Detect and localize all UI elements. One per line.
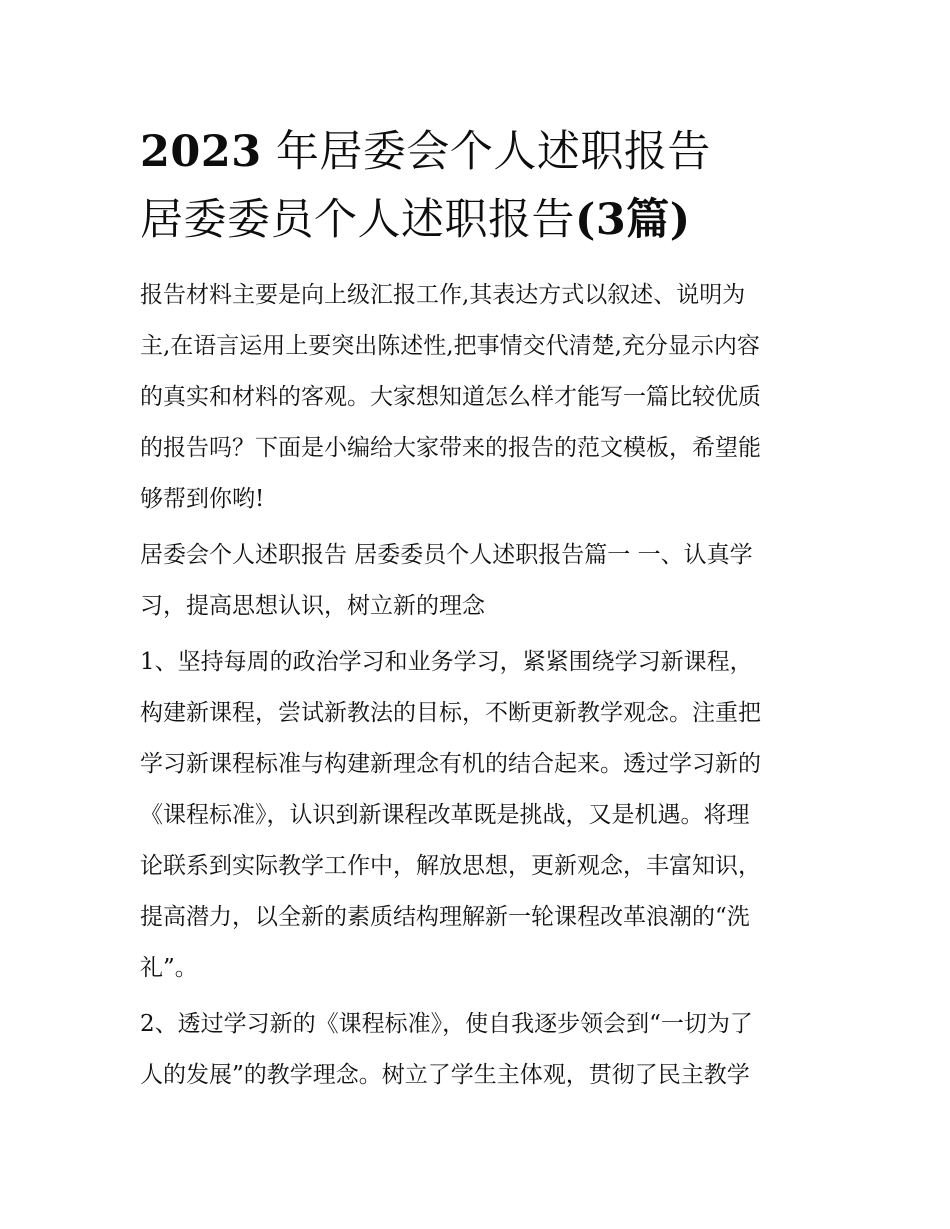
text-line: 居委会个人述职报告 居委委员个人述职报告篇一 一、认真学 <box>140 542 753 568</box>
title-line1-text: 年居委会个人述职报告 <box>275 127 711 177</box>
document-title-line-1 <box>140 118 812 186</box>
text-line: 论联系到实际教学工作中，解放思想，更新观念，丰富知识， <box>140 853 761 879</box>
title-line2-text: 居委委员个人述职报告 <box>140 195 575 245</box>
text-line: 报告材料主要是向上级汇报工作,其表达方式以叙述、说明为 <box>140 282 746 308</box>
text-line: 习，提高思想认识，树立新的理念 <box>140 593 485 619</box>
title-year: 2023 <box>140 127 262 177</box>
text-line: 构建新课程，尝试新教法的目标，不断更新教学观念。注重把 <box>140 700 761 726</box>
paragraph-section-heading <box>140 530 812 632</box>
text-line: 的真实和材料的客观。大家想知道怎么样才能写一篇比较优质 <box>140 384 761 410</box>
text-line: 《课程标准》，认识到新课程改革既是挑战，又是机遇。将理 <box>140 802 750 828</box>
document-title-line-2 <box>140 186 812 254</box>
paragraph-item-1 <box>140 637 812 994</box>
text-line: 学习新课程标准与构建新理念有机的结合起来。透过学习新的 <box>140 751 761 777</box>
text-line: 1、坚持每周的政治学习和业务学习，紧紧围绕学习新课程， <box>140 649 753 675</box>
text-line: 人的发展”的教学理念。树立了学生主体观，贯彻了民主教学 <box>140 1062 750 1088</box>
title-line2-suffix: (3篇) <box>575 195 691 245</box>
paragraph-intro <box>140 270 812 525</box>
text-line: 的报告吗？下面是小编给大家带来的报告的范文模板，希望能 <box>140 435 761 461</box>
text-line: 够帮到你哟! <box>140 486 265 512</box>
paragraph-item-2 <box>140 999 812 1101</box>
text-line: 2、透过学习新的《课程标准》，使自我逐步领会到“一切为了 <box>140 1011 753 1037</box>
document-page <box>140 118 812 1106</box>
document-body <box>140 270 812 1101</box>
text-line: 主,在语言运用上要突出陈述性,把事情交代清楚,充分显示内容 <box>140 333 760 359</box>
text-line: 提高潜力，以全新的素质结构理解新一轮课程改革浪潮的“洗 <box>140 904 750 930</box>
text-line: 礼”。 <box>140 955 198 981</box>
